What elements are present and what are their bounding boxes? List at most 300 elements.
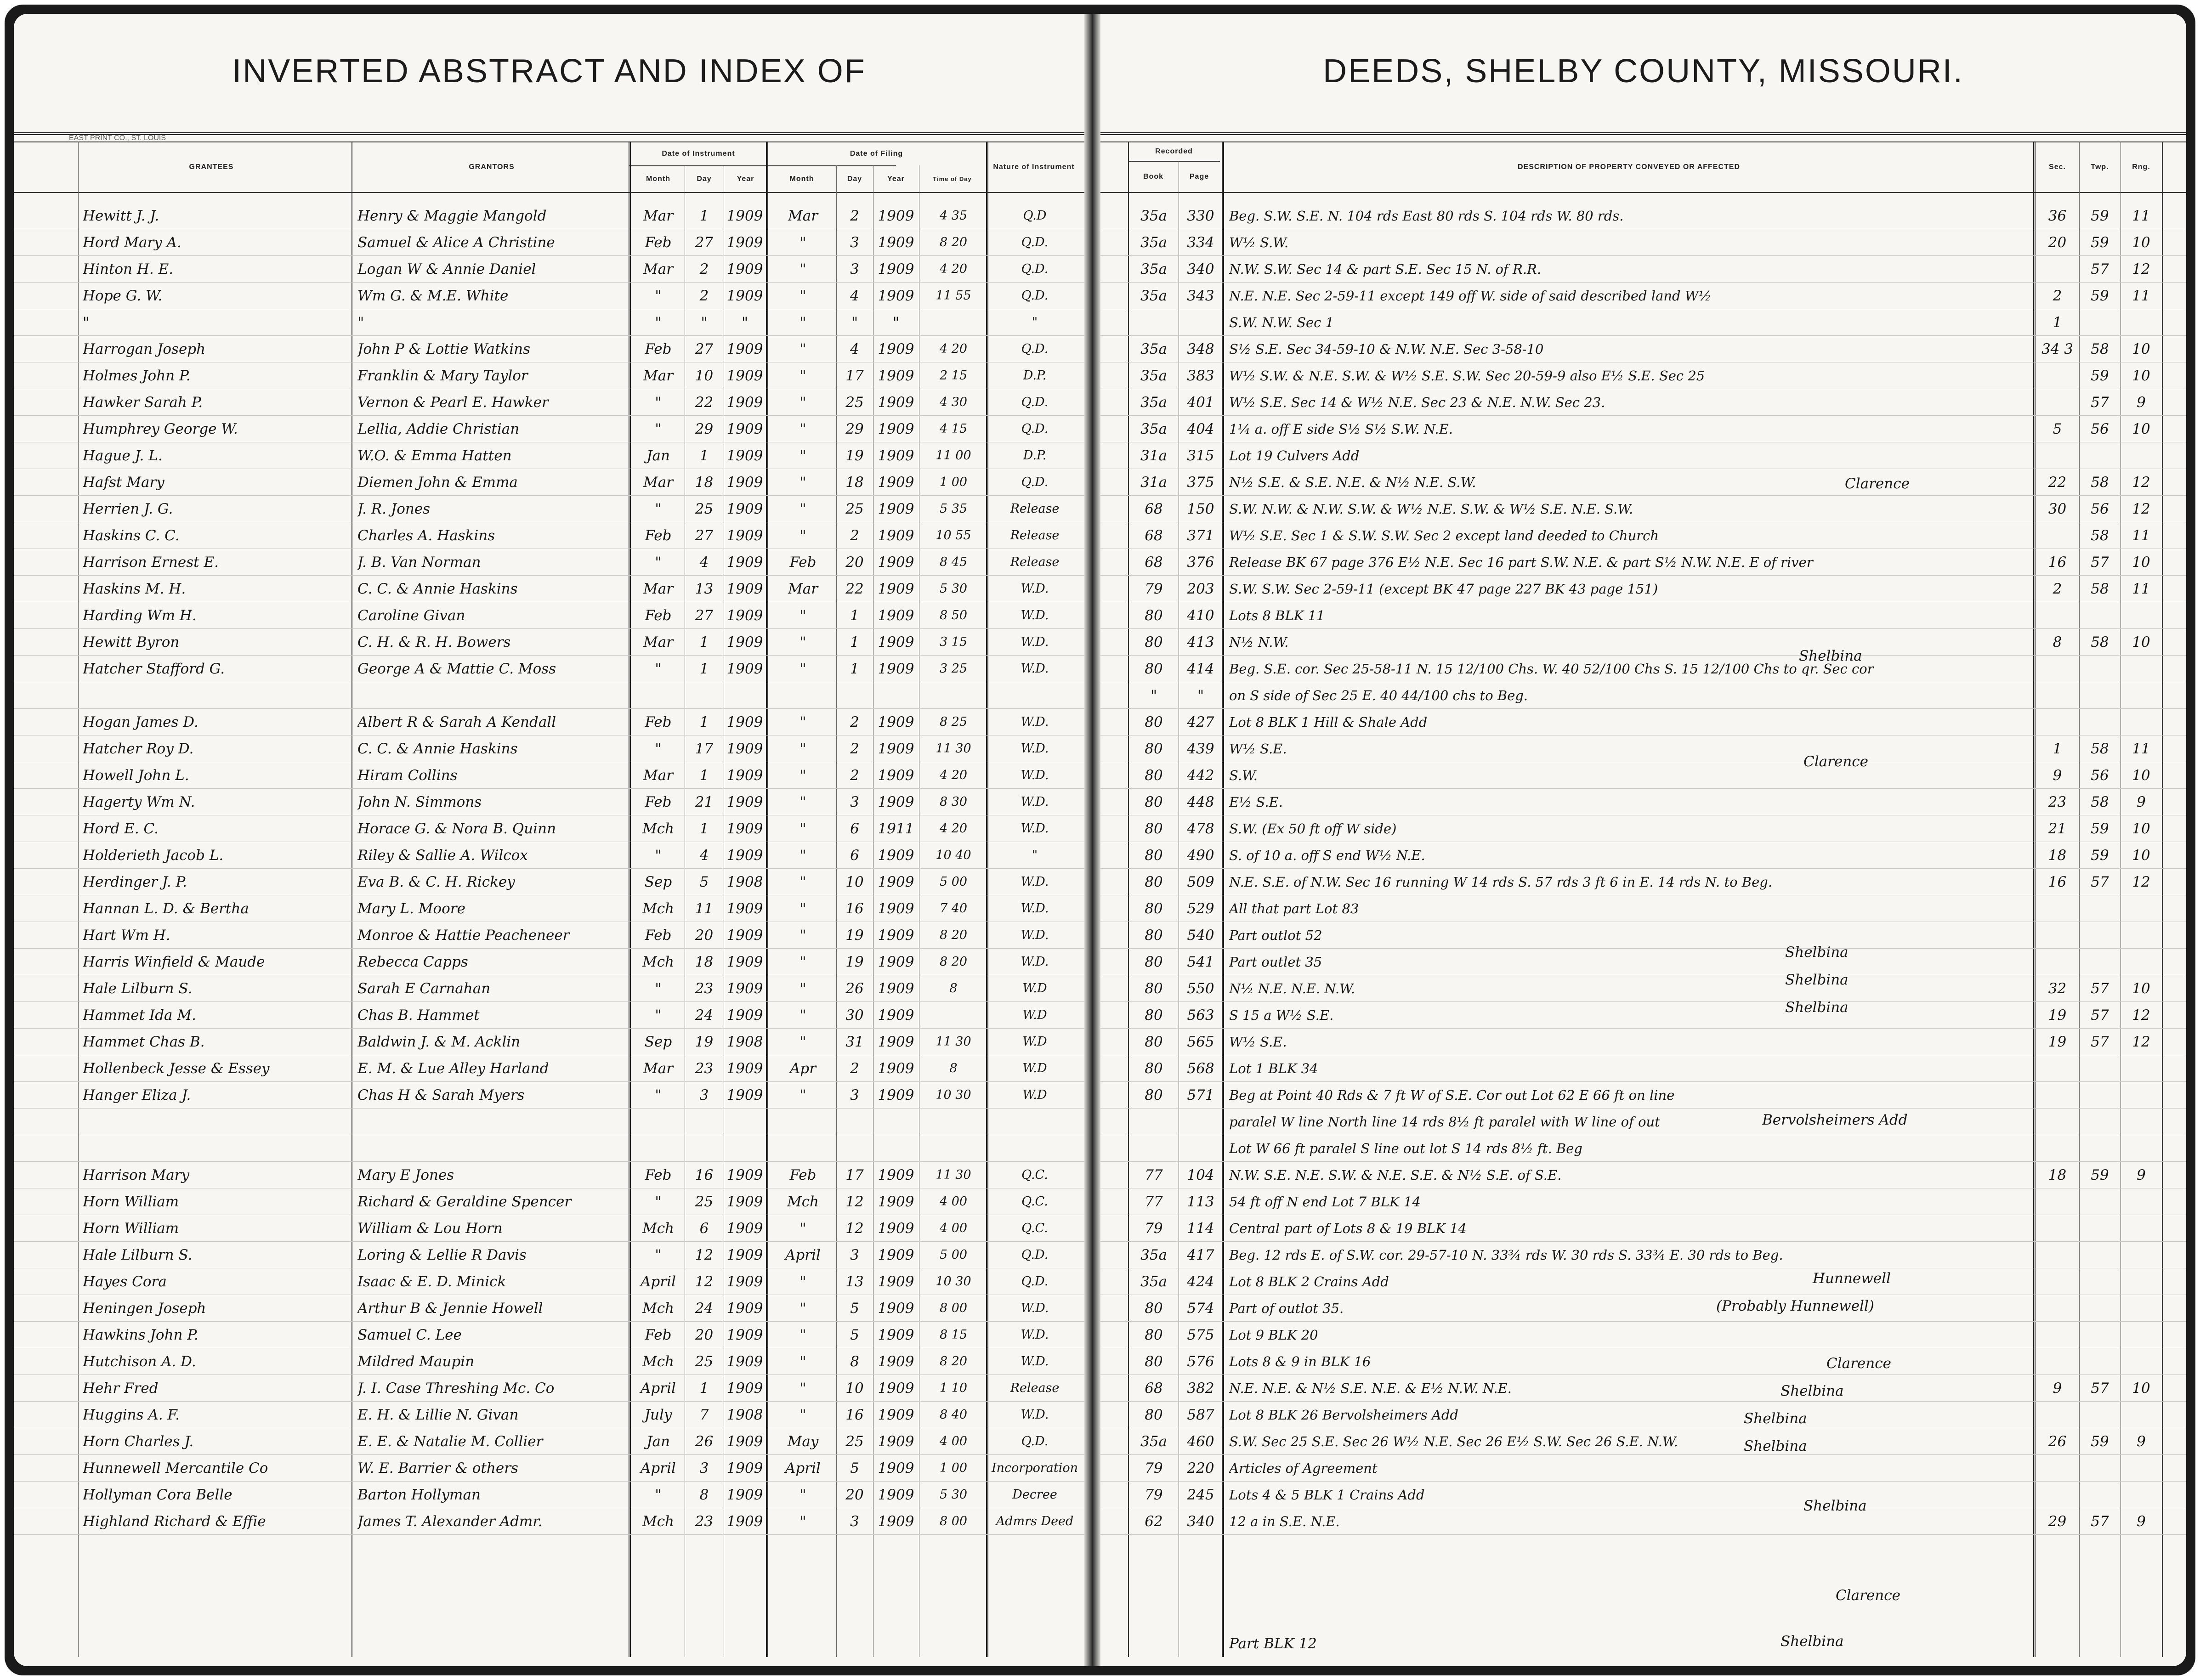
ledger-row	[14, 442, 1084, 469]
instrument-month-cell: Mar	[643, 767, 674, 784]
instrument-month-cell: "	[655, 314, 662, 331]
rng-cell	[2121, 1402, 2162, 1428]
book-cell: 35a	[1140, 421, 1167, 437]
nature-cell: W.D.	[1021, 1408, 1049, 1422]
sec-cell	[2036, 603, 2079, 628]
instrument-month-cell: "	[655, 501, 662, 517]
ledger-row	[14, 602, 1084, 629]
instrument-day-cell: 7	[699, 1407, 709, 1423]
page-cell: 563	[1187, 1007, 1214, 1024]
instrument-month-cell: Feb	[645, 607, 672, 624]
book-cell: 77	[1145, 1167, 1163, 1183]
instrument-month-cell: Mch	[642, 1220, 675, 1237]
time-cell: 1 10	[939, 1381, 968, 1395]
nature-cell: W.D	[1022, 1061, 1047, 1075]
twp-cell	[2079, 1295, 2121, 1321]
filing-month-cell: "	[799, 1327, 806, 1343]
page-cell: 371	[1187, 527, 1214, 544]
filing-year-cell: 1909	[878, 288, 914, 304]
title-rule-right	[1100, 132, 2186, 135]
page-cell: 410	[1187, 607, 1214, 624]
grantor-cell: John N. Simmons	[357, 794, 482, 810]
filing-year-cell: 1909	[878, 1407, 914, 1423]
ledger-row	[14, 1295, 1084, 1322]
instrument-month-cell: Jan	[646, 447, 670, 464]
filing-year-cell: 1909	[878, 634, 914, 651]
twp-cell: 57	[2091, 1380, 2109, 1397]
ledger-row	[14, 549, 1084, 576]
filing-year-cell: 1909	[878, 581, 914, 597]
sec-cell: 1	[2053, 314, 2062, 331]
grantee-cell: "	[83, 314, 90, 331]
ledger-row	[14, 1055, 1084, 1082]
printer-note: EAST PRINT CO., ST. LOUIS	[69, 134, 166, 142]
ledger-row	[1100, 682, 2186, 709]
instrument-month-cell: "	[655, 741, 662, 757]
col-header-year: Year	[737, 175, 754, 183]
filing-year-cell: 1909	[878, 447, 914, 464]
page-cell	[1179, 1109, 1222, 1135]
instrument-year-cell: 1909	[726, 1353, 763, 1370]
rng-cell: 9	[2137, 794, 2146, 810]
sec-cell	[2036, 1322, 2079, 1348]
filing-year-cell: 1909	[878, 1167, 914, 1183]
ledger-row	[1100, 1428, 2186, 1455]
nature-cell: W.D.	[1021, 821, 1049, 836]
filing-month-cell: "	[799, 421, 806, 437]
filing-month-cell: "	[799, 741, 806, 757]
twp-cell: 57	[2091, 874, 2109, 890]
ledger-row	[14, 522, 1084, 549]
ledger-row	[1100, 1161, 2186, 1188]
page-cell: 576	[1187, 1353, 1214, 1370]
time-cell: 8 20	[939, 928, 968, 942]
instrument-year-cell: 1909	[726, 208, 763, 224]
filing-month-cell: "	[799, 874, 806, 890]
annotation-hunnewell: Hunnewell	[1813, 1270, 1891, 1287]
grantor-cell: W.O. & Emma Hatten	[357, 447, 512, 464]
instrument-month-cell: "	[655, 554, 662, 571]
grantee-cell: Hanger Eliza J.	[83, 1087, 191, 1103]
sec-cell: 9	[2053, 1380, 2062, 1397]
book-cell	[1129, 310, 1179, 335]
rng-cell	[2121, 1216, 2162, 1241]
page-cell: 383	[1187, 368, 1214, 384]
instrument-month-cell: Sep	[644, 1034, 672, 1050]
instrument-month-cell: Mch	[642, 1353, 675, 1370]
grantee-cell	[83, 1109, 349, 1135]
grantee-cell	[83, 1136, 349, 1161]
twp-cell	[2079, 1242, 2121, 1268]
twp-cell	[2079, 683, 2121, 708]
twp-cell: 57	[2091, 1034, 2109, 1050]
description-cell: Lots 8 & 9 in BLK 16	[1229, 1354, 1371, 1369]
rng-cell: 12	[2132, 1007, 2150, 1024]
ledger-row	[14, 282, 1084, 309]
ledger-row	[1100, 282, 2186, 309]
grantee-cell: Harrison Ernest E.	[83, 554, 219, 571]
grantee-cell: Hollyman Cora Belle	[83, 1487, 232, 1503]
book-cell: 68	[1145, 527, 1163, 544]
rng-cell: 10	[2132, 820, 2150, 837]
grantee-cell: Hammet Chas B.	[83, 1034, 205, 1050]
page-cell: 509	[1187, 874, 1214, 890]
filing-year-cell: 1909	[878, 1327, 914, 1343]
book-cell: 62	[1145, 1513, 1163, 1530]
filing-year-cell: 1909	[878, 1034, 914, 1050]
ledger-row	[1100, 442, 2186, 469]
instrument-month-cell: "	[655, 661, 662, 677]
time-cell: 4 15	[939, 422, 968, 436]
ledger-row	[1100, 415, 2186, 442]
description-cell: Beg. S.W. S.E. N. 104 rds East 80 rds S. 104 rds W. 80 rds.	[1229, 208, 1624, 224]
filing-year-cell: 1909	[878, 1087, 914, 1103]
nature-cell: Q.D.	[1021, 475, 1049, 489]
description-cell: S.W. N.W. Sec 1	[1229, 315, 1334, 330]
instrument-day-cell: 23	[695, 980, 714, 997]
time-cell: 7 40	[939, 901, 968, 916]
filing-month-cell: Feb	[789, 554, 816, 571]
filing-year-cell	[873, 1136, 919, 1161]
grantee-cell: Hatcher Roy D.	[83, 741, 194, 757]
sec-cell: 29	[2048, 1513, 2067, 1530]
instrument-day-cell: "	[701, 314, 708, 331]
filing-day-cell: 1	[850, 634, 859, 651]
grantee-cell: Hutchison A. D.	[83, 1353, 196, 1370]
grantor-cell: Charles A. Haskins	[357, 527, 495, 544]
page-cell	[1179, 1136, 1222, 1161]
filing-day-cell: 3	[850, 1247, 859, 1263]
grantor-cell: Caroline Givan	[357, 607, 465, 624]
grantee-cell: Harrison Mary	[83, 1167, 190, 1183]
book-cell: 31a	[1140, 447, 1167, 464]
description-cell: W½ S.W.	[1229, 235, 1289, 250]
sec-cell	[2036, 896, 2079, 922]
ledger-row	[14, 682, 1084, 709]
filing-month-cell: "	[799, 261, 806, 277]
rng-cell	[2121, 443, 2162, 469]
grantor-cell: Samuel & Alice A Christine	[357, 234, 555, 251]
instrument-month-cell: Feb	[645, 1327, 672, 1343]
twp-cell	[2079, 1402, 2121, 1428]
ledger-row	[1100, 362, 2186, 389]
ledger-row	[14, 628, 1084, 656]
left-page-title: INVERTED ABSTRACT AND INDEX OF	[232, 53, 866, 90]
filing-year-cell: 1909	[878, 261, 914, 277]
description-cell: S 15 a W½ S.E.	[1229, 1007, 1334, 1023]
filing-day-cell: 25	[845, 1433, 864, 1450]
nature-cell: Q.D.	[1021, 1274, 1049, 1289]
filing-day-cell: 2	[850, 527, 859, 544]
page-cell: 414	[1187, 661, 1214, 677]
ledger-row	[14, 202, 1084, 229]
nature-cell: Release	[1010, 502, 1060, 516]
nature-cell: W.D	[1022, 1008, 1047, 1022]
grantor-cell: "	[357, 314, 364, 331]
instrument-year-cell: 1909	[726, 421, 763, 437]
filing-year-cell: 1909	[878, 554, 914, 571]
ledger-row	[1100, 1135, 2186, 1162]
rng-cell	[2121, 896, 2162, 922]
grantor-cell: Eva B. & C. H. Rickey	[357, 874, 515, 890]
instrument-year-cell: 1909	[726, 1247, 763, 1263]
instrument-day-cell: 27	[695, 607, 714, 624]
twp-cell	[2079, 922, 2121, 948]
nature-cell: Release	[1010, 1381, 1060, 1395]
ledger-row	[14, 1481, 1084, 1508]
ledger-row	[14, 1454, 1084, 1482]
instrument-day-cell: 3	[699, 1087, 709, 1103]
ledger-row	[1100, 549, 2186, 576]
grantor-cell: Albert R & Sarah A Kendall	[357, 714, 556, 730]
instrument-month-cell: Feb	[645, 1167, 672, 1183]
ledger-row	[1100, 202, 2186, 229]
ledger-row	[14, 495, 1084, 522]
grantee-cell: Herdinger J. P.	[83, 874, 187, 890]
page-cell	[1179, 310, 1222, 335]
rng-cell	[2121, 1349, 2162, 1375]
rng-cell: 10	[2132, 554, 2150, 571]
rng-cell: 10	[2132, 421, 2150, 437]
book-cell: 80	[1145, 927, 1163, 944]
grantor-cell: Vernon & Pearl E. Hawker	[357, 394, 549, 411]
instrument-year-cell: 1909	[726, 661, 763, 677]
ledger-row	[14, 1161, 1084, 1188]
description-cell: S½ S.E. Sec 34-59-10 & N.W. N.E. Sec 3-58-10	[1229, 341, 1544, 357]
instrument-year-cell: 1909	[726, 714, 763, 730]
grantor-cell: Logan W & Annie Daniel	[357, 261, 536, 277]
book-cell: 80	[1145, 874, 1163, 890]
filing-day-cell	[836, 1136, 873, 1161]
grantor-cell: E. E. & Natalie M. Collier	[357, 1433, 543, 1450]
ledger-row	[1100, 389, 2186, 416]
instrument-year-cell: 1909	[726, 501, 763, 517]
annotation-shelbina: Shelbina	[1785, 944, 1848, 961]
filing-day-cell: 17	[845, 368, 864, 384]
time-cell: 8 15	[939, 1328, 968, 1342]
twp-cell: 59	[2091, 368, 2109, 384]
description-cell: Part outlot 52	[1229, 928, 1322, 943]
ledger-row	[1100, 1508, 2186, 1535]
header-bottom-rule	[14, 192, 1084, 193]
page-cell: 442	[1187, 767, 1214, 784]
time-cell: 8 25	[939, 715, 968, 729]
book-cell: 80	[1145, 1407, 1163, 1423]
grantor-cell: C. C. & Annie Haskins	[357, 741, 518, 757]
ledger-row	[1100, 762, 2186, 789]
grantee-cell: Hunnewell Mercantile Co	[83, 1460, 268, 1476]
page-cell: 565	[1187, 1034, 1214, 1050]
grantor-cell: George A & Mattie C. Moss	[357, 661, 556, 677]
instrument-year-cell: 1909	[726, 954, 763, 970]
col-header-book: Book	[1143, 173, 1163, 181]
instrument-month-cell: Mch	[642, 820, 675, 837]
ledger-row	[14, 362, 1084, 389]
instrument-day-cell: 1	[699, 1380, 709, 1397]
description-cell: Part of outlot 35.	[1229, 1301, 1344, 1316]
book-cell: 35a	[1140, 368, 1167, 384]
filing-month-cell: "	[799, 341, 806, 357]
col-header-grantees: GRANTEES	[189, 163, 234, 171]
grantor-cell	[357, 1109, 626, 1135]
right-page	[1100, 14, 2186, 1666]
page-cell: 315	[1187, 447, 1214, 464]
filing-day-cell: 5	[850, 1460, 859, 1476]
time-cell: 5 00	[939, 1248, 968, 1262]
instrument-month-cell: Mar	[643, 1060, 674, 1077]
col-header-date-filing: Date of Filing	[850, 150, 903, 158]
instrument-year-cell: 1909	[726, 1380, 763, 1397]
page-cell: 245	[1187, 1487, 1214, 1503]
sec-cell	[2036, 1189, 2079, 1215]
instrument-month-cell: Mch	[642, 954, 675, 970]
grantee-cell: Hope G. W.	[83, 288, 163, 304]
rng-cell	[2121, 1082, 2162, 1108]
description-cell: N.E. N.E. Sec 2-59-11 except 149 off W. side of said described land W½	[1229, 288, 1712, 304]
time-cell: 4 20	[939, 768, 968, 782]
grantee-cell: Horn William	[83, 1194, 179, 1210]
description-cell: Lot 19 Culvers Add	[1229, 448, 1360, 464]
instrument-month-cell	[632, 1136, 685, 1161]
filing-day-cell: 31	[845, 1034, 864, 1050]
ledger-row	[1100, 922, 2186, 949]
grantee-cell: Humphrey George W.	[83, 421, 238, 437]
instrument-year-cell: 1909	[726, 794, 763, 810]
grantor-cell: W. E. Barrier & others	[357, 1460, 518, 1476]
sec-cell: 19	[2048, 1007, 2067, 1024]
grantee-cell: Harrogan Joseph	[83, 341, 206, 357]
nature-cell: W.D.	[1021, 955, 1049, 969]
book-gutter	[1084, 14, 1100, 1666]
twp-cell: 57	[2091, 980, 2109, 997]
instrument-year-cell: 1909	[726, 847, 763, 864]
filing-month-cell: "	[799, 607, 806, 624]
instrument-day-cell: 8	[699, 1487, 709, 1503]
book-cell: 80	[1145, 741, 1163, 757]
grantee-cell: Harris Winfield & Maude	[83, 954, 265, 970]
sec-cell: 22	[2048, 474, 2067, 491]
filing-month-cell: "	[799, 1407, 806, 1423]
annotation-shelbina: Shelbina	[1744, 1410, 1807, 1427]
ledger-row	[14, 469, 1084, 496]
book-cell: 68	[1145, 501, 1163, 517]
instrument-year-cell	[724, 683, 766, 708]
grantee-cell: Haskins M. H.	[83, 581, 186, 597]
filing-month-cell: "	[799, 794, 806, 810]
filing-day-cell: 25	[845, 501, 864, 517]
instrument-year-cell: 1909	[726, 1273, 763, 1290]
ledger-row	[1100, 1268, 2186, 1295]
annotation-hunnewell: (Probably Hunnewell)	[1716, 1298, 1874, 1314]
page-cell: 340	[1187, 1513, 1214, 1530]
grantee-cell: Hinton H. E.	[83, 261, 174, 277]
ledger-row	[1100, 1241, 2186, 1268]
book-cell: 35a	[1140, 288, 1167, 304]
instrument-year-cell: 1909	[726, 1194, 763, 1210]
ledger-row	[14, 1375, 1084, 1402]
annotation-shelbina: Shelbina	[1780, 1633, 1844, 1650]
page-cell: 424	[1187, 1273, 1214, 1290]
page-cell: 540	[1187, 927, 1214, 944]
sec-cell	[2036, 363, 2079, 389]
instrument-year-cell: 1909	[726, 607, 763, 624]
instrument-day-cell: 29	[695, 421, 714, 437]
page-cell: 529	[1187, 900, 1214, 917]
twp-cell: 56	[2091, 501, 2109, 517]
time-cell: 4 35	[939, 209, 968, 223]
filing-year-cell: 1909	[878, 607, 914, 624]
sec-cell: 16	[2048, 554, 2067, 571]
twp-cell: 57	[2091, 554, 2109, 571]
instrument-year-cell: 1909	[726, 1300, 763, 1317]
ledger-row	[14, 868, 1084, 895]
grantor-cell: E. H. & Lillie N. Givan	[357, 1407, 519, 1423]
rng-cell: 12	[2132, 261, 2150, 277]
filing-day-cell: 29	[845, 421, 864, 437]
twp-cell: 57	[2091, 1513, 2109, 1530]
page-cell: 427	[1187, 714, 1214, 730]
instrument-year-cell	[724, 1136, 766, 1161]
nature-cell: Q.D.	[1021, 262, 1049, 276]
page-cell: 343	[1187, 288, 1214, 304]
filing-day-cell: 12	[845, 1194, 864, 1210]
ledger-row	[14, 335, 1084, 362]
grantee-cell: Hord Mary A.	[83, 234, 181, 251]
filing-month-cell: May	[787, 1433, 819, 1450]
book-cell: 80	[1145, 661, 1163, 677]
time-cell: 11 55	[936, 288, 971, 303]
ledger-row	[14, 1028, 1084, 1055]
instrument-day-cell: 2	[699, 288, 709, 304]
twp-cell: 58	[2091, 581, 2109, 597]
twp-cell: 56	[2091, 421, 2109, 437]
filing-day-cell: 20	[845, 1487, 864, 1503]
twp-cell	[2079, 603, 2121, 628]
instrument-month-cell: Feb	[645, 714, 672, 730]
filing-month-cell: Mch	[787, 1194, 819, 1210]
instrument-day-cell: 27	[695, 527, 714, 544]
book-cell: 35a	[1140, 261, 1167, 277]
filing-year-cell: 1909	[878, 714, 914, 730]
nature-cell: Q.D.	[1021, 1434, 1049, 1448]
sec-cell	[2036, 656, 2079, 682]
rng-cell: 12	[2132, 474, 2150, 491]
sec-cell: 30	[2048, 501, 2067, 517]
grantor-cell: Sarah E Carnahan	[357, 980, 491, 997]
filing-year-cell: 1909	[878, 368, 914, 384]
description-cell: S.W. N.W. & N.W. S.W. & W½ N.E. S.W. & W½ S.E. N.E. S.W.	[1229, 501, 1633, 517]
book-cell: 68	[1145, 554, 1163, 571]
book-cell: 31a	[1140, 474, 1167, 491]
ledger-row	[1100, 522, 2186, 549]
instrument-month-cell: Feb	[645, 927, 672, 944]
filing-month-cell: Mar	[788, 208, 818, 224]
filing-month-cell: "	[799, 847, 806, 864]
filing-year-cell: 1909	[878, 1194, 914, 1210]
twp-cell: 58	[2091, 474, 2109, 491]
ledger-row	[14, 735, 1084, 762]
ledger-row	[1100, 628, 2186, 656]
page-cell: 460	[1187, 1433, 1214, 1450]
grantor-cell: Henry & Maggie Mangold	[357, 208, 547, 224]
instrument-year-cell: 1908	[726, 1407, 763, 1423]
sec-cell	[2036, 1056, 2079, 1081]
description-cell: Lot W 66 ft paralel S line out lot S 14 rds 8½ ft. Beg	[1229, 1141, 1582, 1156]
grantor-cell: Baldwin J. & M. Acklin	[357, 1034, 521, 1050]
grantor-cell: Hiram Collins	[357, 767, 458, 784]
col-header-filing-day: Day	[847, 175, 862, 183]
ledger-row	[1100, 1348, 2186, 1375]
